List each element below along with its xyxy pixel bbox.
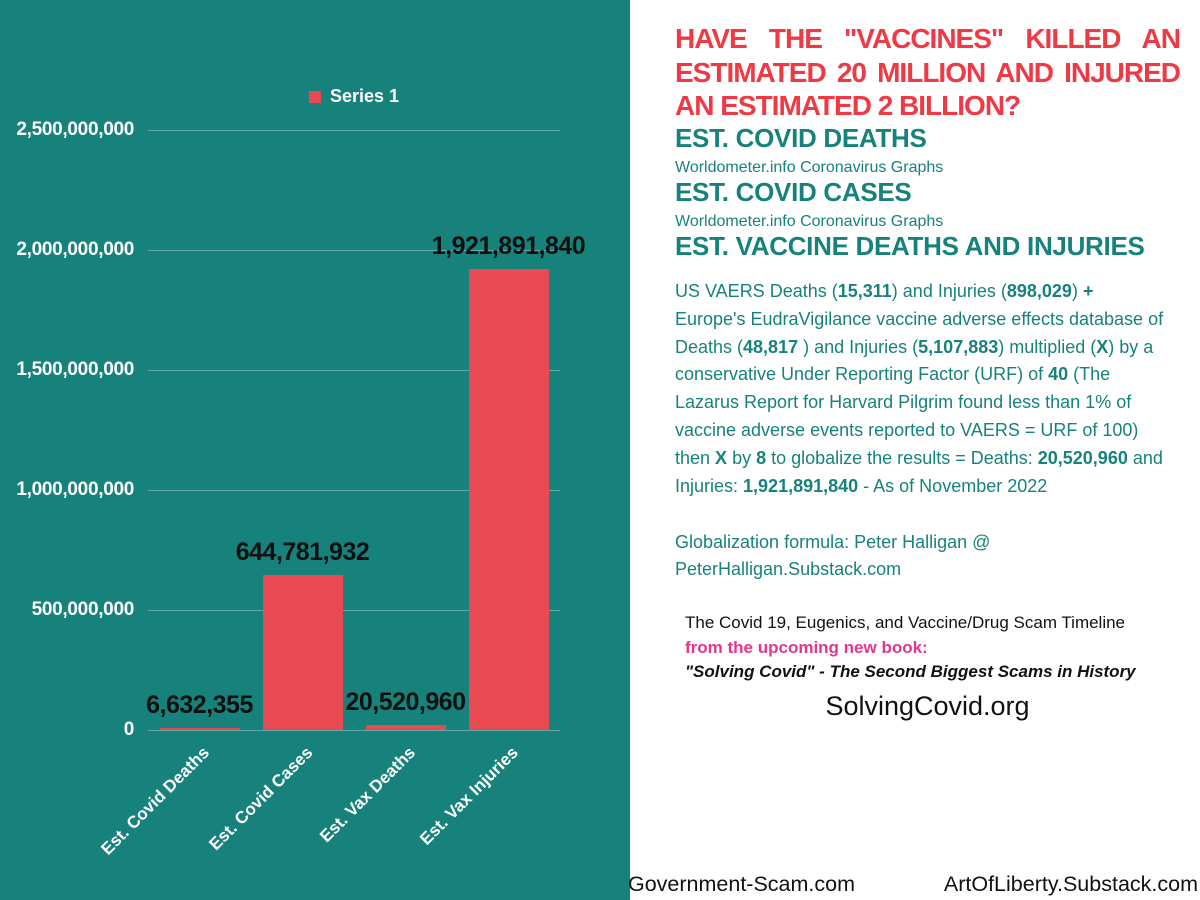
bar-value-label: 6,632,355 <box>146 691 253 720</box>
x-axis <box>97 733 560 900</box>
link-artofliberty: ArtOfLiberty.Substack.com <box>943 872 1198 896</box>
x-axis-label: Est. Covid Cases <box>204 743 316 854</box>
formula-note: Globalization formula: Peter Halligan @ PeterHalligan.Substack.com <box>675 531 991 579</box>
y-axis <box>0 119 140 740</box>
y-axis-tick: 1,500,000,000 <box>16 359 134 380</box>
book-title: "Solving Covid" - The Second Biggest Scams in History <box>685 661 1136 681</box>
y-axis-tick: 2,500,000,000 <box>16 119 134 140</box>
gridline <box>148 730 560 731</box>
bar-slot <box>345 130 466 730</box>
bar-slot <box>235 130 370 730</box>
legend-swatch-icon <box>309 91 321 103</box>
x-axis-label: Est. Vax Deaths <box>315 743 419 846</box>
y-axis-tick: 0 <box>123 719 134 740</box>
section-heading-covid-cases: EST. COVID CASES <box>675 176 912 207</box>
bar <box>469 269 549 730</box>
bar <box>160 728 240 730</box>
source-covid-cases: Worldometer.info Coronavirus Graphs <box>675 212 944 230</box>
link-government-scam: Government-Scam.com <box>628 872 856 896</box>
bar <box>366 725 446 730</box>
source-covid-deaths: Worldometer.info Coronavirus Graphs <box>675 158 944 176</box>
x-axis-label-slot <box>416 733 560 900</box>
x-axis-label: Est. Covid Deaths <box>97 743 213 859</box>
y-axis-tick: 1,000,000,000 <box>16 479 134 500</box>
legend-label: Series 1 <box>329 86 400 106</box>
bar-value-label: 20,520,960 <box>345 688 466 717</box>
timeline-line: The Covid 19, Eugenics, and Vaccine/Drug Scam Timeline <box>685 612 1126 632</box>
section-heading-vaccine: EST. VACCINE DEATHS AND INJURIES <box>675 230 1145 261</box>
bar-slot <box>148 130 251 730</box>
site-name: SolvingCovid.org <box>825 690 1030 721</box>
bar <box>263 575 343 730</box>
vaers-paragraph: US VAERS Deaths (15,311) and Injuries (898,029) + Europe's EudraVigilance vaccine adverse effects database of Deaths (48,817 ) and Injuries (5,107,883) multiplied (X) by a conservative Under Reporting Factor (URF) of 40 (The Lazarus Report for Harvard Pilgrim found less than 1% of vaccine adverse events reported to VAERS = URF of 100) then X by 8 to globalize the results = Deaths: 20,520,960 and Injuries: 1,921,891,840 - As of November 2022 <box>675 280 1164 497</box>
book-announcement: from the upcoming new book: <box>685 637 928 657</box>
bottom-links <box>628 872 1198 897</box>
headline: HAVE THE "VACCINES" KILLED AN ESTIMATED 20 MILLION AND INJURED AN ESTIMATED 2 BILLION? <box>675 23 1180 122</box>
bar-value-label: 1,921,891,840 <box>431 231 586 260</box>
bars-group <box>146 130 586 730</box>
bar-value-label: 644,781,932 <box>235 538 370 567</box>
x-axis-label: Est. Vax Injuries <box>416 743 522 849</box>
plot-area <box>146 130 586 730</box>
bar-slot <box>431 130 586 730</box>
info-panel <box>630 0 1200 858</box>
y-axis-tick: 500,000,000 <box>31 599 134 620</box>
chart-legend <box>148 86 560 107</box>
y-axis-tick: 2,000,000,000 <box>16 239 134 260</box>
section-heading-covid-deaths: EST. COVID DEATHS <box>675 122 927 153</box>
